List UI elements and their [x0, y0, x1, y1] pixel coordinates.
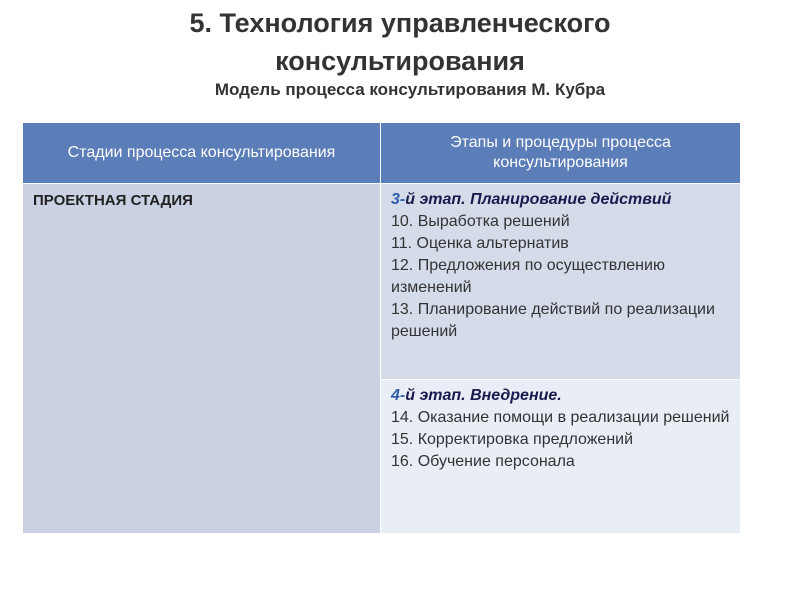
list-item: 10. Выработка решений: [391, 213, 570, 230]
table-header-row: [23, 123, 741, 184]
header-stages: Стадии процесса консультирования: [23, 123, 381, 184]
list-item: 13. Планирование действий по реализации решений: [391, 301, 715, 340]
list-item: 11. Оценка альтернатив: [391, 235, 569, 252]
phase-3-title: й этап. Планирование действий: [405, 191, 672, 208]
table-row: [23, 184, 741, 380]
list-item: 16. Обучение персонала: [391, 453, 575, 470]
list-item: 14. Оказание помощи в реализации решений: [391, 409, 730, 426]
phase-4-heading: [391, 385, 730, 407]
slide-title: [0, 4, 800, 80]
phase-3-heading: [391, 189, 730, 211]
phase-4-number: 4-: [391, 387, 406, 404]
phase-4-title: й этап. Внедрение.: [405, 387, 562, 404]
phase-3-cell: [381, 184, 741, 380]
consulting-model-table: [22, 122, 741, 534]
list-item: 12. Предложения по осуществлению изменений: [391, 257, 665, 296]
phase-4-cell: [381, 380, 741, 534]
slide-title-line-2: консультирования: [275, 46, 525, 76]
header-steps: Этапы и процедуры процесса консультирования: [381, 123, 741, 184]
phase-3-number: 3-: [391, 191, 406, 208]
stage-cell: ПРОЕКТНАЯ СТАДИЯ: [23, 184, 381, 534]
list-item: 15. Корректировка предложений: [391, 431, 634, 448]
slide-subtitle: Модель процесса консультирования М. Кубра: [214, 80, 606, 99]
slide-title-line-1: 5. Технология управленческого: [189, 8, 611, 38]
